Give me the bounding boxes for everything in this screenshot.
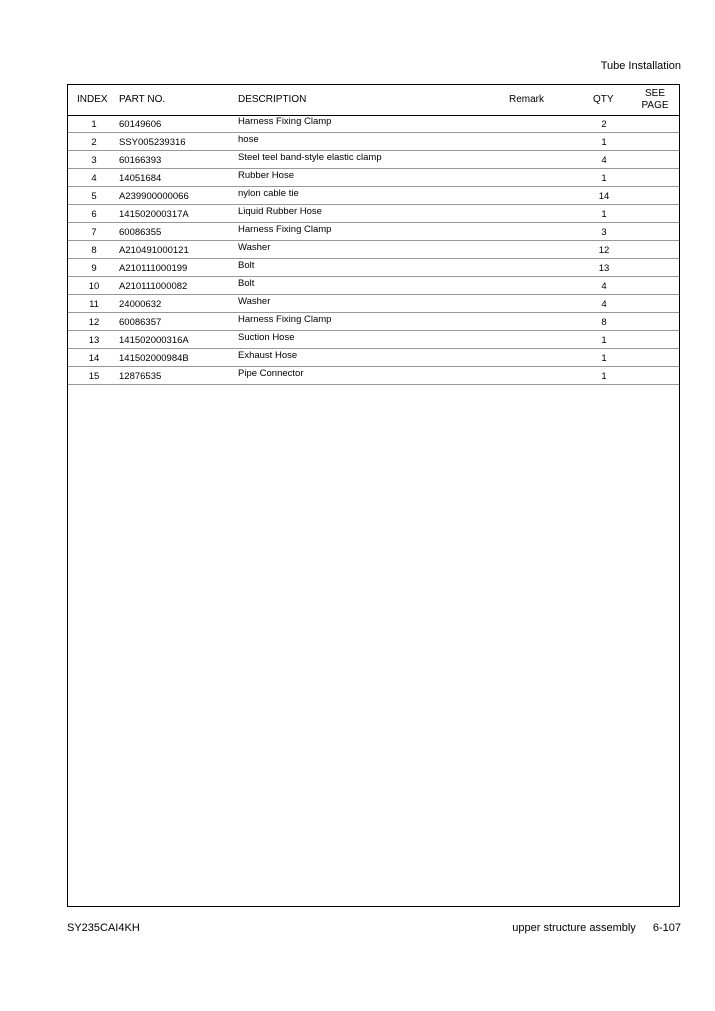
section-name: upper structure assembly (512, 922, 636, 934)
row-part-no: 141502000316A (119, 335, 189, 346)
header-remark: Remark (509, 94, 545, 105)
row-index: 8 (91, 245, 97, 256)
row-part-no: 14051684 (119, 173, 162, 184)
table-row (68, 367, 679, 385)
table-row (68, 115, 679, 133)
row-description: Steel teel band-style elastic clamp (238, 152, 382, 163)
row-description: Rubber Hose (238, 170, 294, 181)
page-number: 6-107 (652, 922, 681, 934)
row-description: Bolt (238, 260, 255, 271)
row-index: 11 (89, 299, 99, 310)
row-qty: 1 (601, 353, 607, 364)
table-row (68, 151, 679, 169)
table-body (68, 115, 679, 385)
row-part-no: A210111000199 (119, 263, 188, 274)
table-row (68, 295, 679, 313)
row-qty: 1 (601, 335, 607, 346)
row-index: 12 (88, 317, 100, 328)
row-description: hose (238, 134, 259, 145)
table-row (68, 313, 679, 331)
row-qty: 4 (601, 281, 607, 292)
row-index: 9 (91, 263, 97, 274)
row-description: Pipe Connector (238, 368, 304, 379)
row-description: Washer (238, 242, 271, 253)
row-index: 13 (88, 335, 100, 346)
header-qty: QTY (593, 94, 614, 105)
row-qty: 14 (598, 191, 610, 202)
row-description: nylon cable tie (238, 188, 299, 199)
row-qty: 1 (601, 209, 607, 220)
table-row (68, 277, 679, 295)
header-description: DESCRIPTION (238, 94, 307, 105)
row-part-no: A210111000082 (119, 281, 188, 292)
row-part-no: A210491000121 (119, 245, 189, 256)
row-qty: 1 (601, 137, 607, 148)
row-index: 2 (91, 137, 97, 148)
table-row (68, 259, 679, 277)
row-qty: 3 (601, 227, 607, 238)
table-row (68, 205, 679, 223)
row-qty: 1 (601, 173, 607, 184)
row-part-no: 60086357 (119, 317, 162, 328)
row-qty: 13 (598, 263, 610, 274)
row-part-no: 24000632 (119, 299, 162, 310)
row-description: Harness Fixing Clamp (238, 224, 332, 235)
header-part-no: PART NO. (119, 94, 166, 105)
row-qty: 8 (601, 317, 607, 328)
row-description: Harness Fixing Clamp (238, 116, 332, 127)
table-row (68, 169, 679, 187)
row-part-no: 12876535 (119, 371, 162, 382)
row-part-no: 60086355 (119, 227, 162, 238)
row-qty: 12 (598, 245, 610, 256)
row-part-no: A239900000066 (119, 191, 189, 202)
table-row (68, 187, 679, 205)
row-description: Liquid Rubber Hose (238, 206, 322, 217)
header-see-page-line1: SEE (644, 88, 665, 99)
table-row (68, 349, 679, 367)
table-header (68, 85, 679, 116)
row-part-no: 141502000317A (119, 209, 189, 220)
row-description: Harness Fixing Clamp (238, 314, 332, 325)
row-part-no: 60166393 (119, 155, 162, 166)
row-description: Suction Hose (238, 332, 295, 343)
parts-table (67, 84, 680, 907)
row-index: 14 (88, 353, 100, 364)
page-footer (512, 922, 681, 934)
row-index: 7 (91, 227, 97, 238)
row-description: Bolt (238, 278, 255, 289)
table-row (68, 133, 679, 151)
row-index: 10 (88, 281, 100, 292)
row-index: 15 (88, 371, 100, 382)
row-qty: 4 (601, 299, 607, 310)
row-description: Exhaust Hose (238, 350, 298, 361)
header-index: INDEX (77, 94, 108, 105)
table-row (68, 223, 679, 241)
header-see-page-line2: PAGE (641, 100, 669, 111)
row-qty: 2 (601, 119, 607, 130)
row-index: 1 (91, 119, 97, 130)
header-see-page (635, 88, 675, 112)
row-part-no: 60149606 (119, 119, 162, 130)
row-part-no: 141502000984B (119, 353, 189, 364)
table-row (68, 331, 679, 349)
table-row (68, 241, 679, 259)
row-qty: 4 (601, 155, 607, 166)
row-index: 6 (91, 209, 97, 220)
row-qty: 1 (601, 371, 607, 382)
row-index: 3 (91, 155, 97, 166)
row-description: Washer (238, 296, 271, 307)
row-index: 5 (91, 191, 97, 202)
row-part-no: SSY005239316 (119, 137, 186, 148)
page-title: Tube Installation (600, 60, 681, 72)
row-index: 4 (91, 173, 97, 184)
model-code: SY235CAI4KH (67, 922, 140, 934)
